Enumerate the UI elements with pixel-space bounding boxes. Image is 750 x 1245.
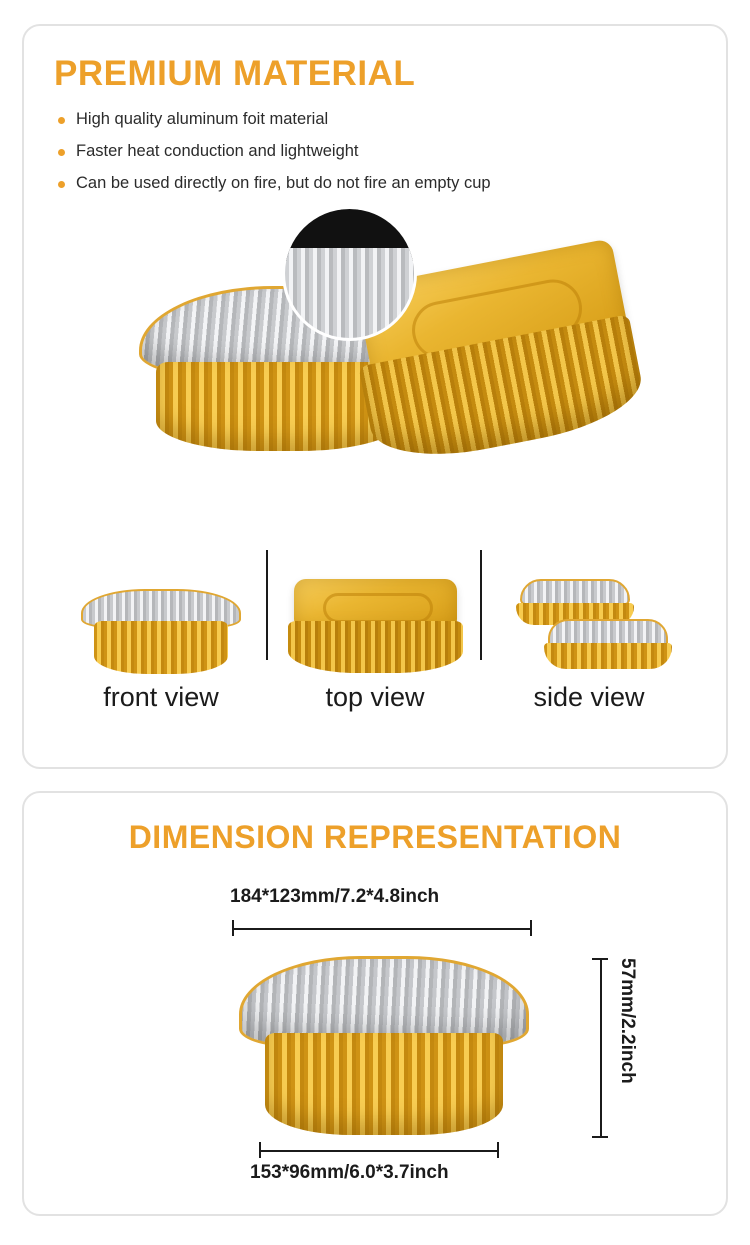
height-dimension-label: 57mm/2.2inch bbox=[617, 958, 638, 1084]
foil-tray-dimension-icon bbox=[239, 956, 529, 1131]
height-dimension-cap-top bbox=[592, 958, 608, 960]
view-front bbox=[54, 542, 268, 717]
bottom-dimension-line bbox=[259, 1150, 499, 1152]
view-label: top view bbox=[325, 682, 425, 712]
height-dimension-cap-bottom bbox=[592, 1136, 608, 1138]
dimension-diagram bbox=[54, 866, 696, 1196]
product-views-row bbox=[54, 542, 696, 717]
dimension-title: DIMENSION REPRESENTATION bbox=[128, 819, 622, 855]
tray-lid-top-icon bbox=[288, 579, 463, 674]
closeup-circle-inset bbox=[282, 206, 417, 341]
height-dimension-line bbox=[600, 958, 602, 1138]
list-item: Can be used directly on fire, but do not fire an empty cup bbox=[54, 174, 696, 193]
view-label: front view bbox=[103, 682, 219, 712]
premium-material-title: PREMIUM MATERIAL bbox=[54, 54, 416, 93]
hero-product-illustration bbox=[54, 206, 696, 536]
top-dimension-cap-left bbox=[232, 920, 234, 936]
tray-stack-side-icon bbox=[502, 579, 677, 674]
bottom-dimension-cap-right bbox=[497, 1142, 499, 1158]
tray-front-icon bbox=[81, 589, 241, 674]
view-label: side view bbox=[533, 682, 645, 712]
list-item: High quality aluminum foit material bbox=[54, 110, 696, 129]
bottom-dimension-cap-left bbox=[259, 1142, 261, 1158]
top-dimension-cap-right bbox=[530, 920, 532, 936]
premium-feature-list bbox=[54, 110, 696, 193]
dimension-representation-card bbox=[22, 791, 728, 1216]
top-dimension-label: 184*123mm/7.2*4.8inch bbox=[230, 886, 440, 907]
premium-material-card bbox=[22, 24, 728, 769]
view-side bbox=[482, 542, 696, 717]
list-item: Faster heat conduction and lightweight bbox=[54, 142, 696, 161]
view-top bbox=[268, 542, 482, 717]
top-dimension-line bbox=[232, 928, 532, 930]
bottom-dimension-label: 153*96mm/6.0*3.7inch bbox=[250, 1162, 449, 1183]
